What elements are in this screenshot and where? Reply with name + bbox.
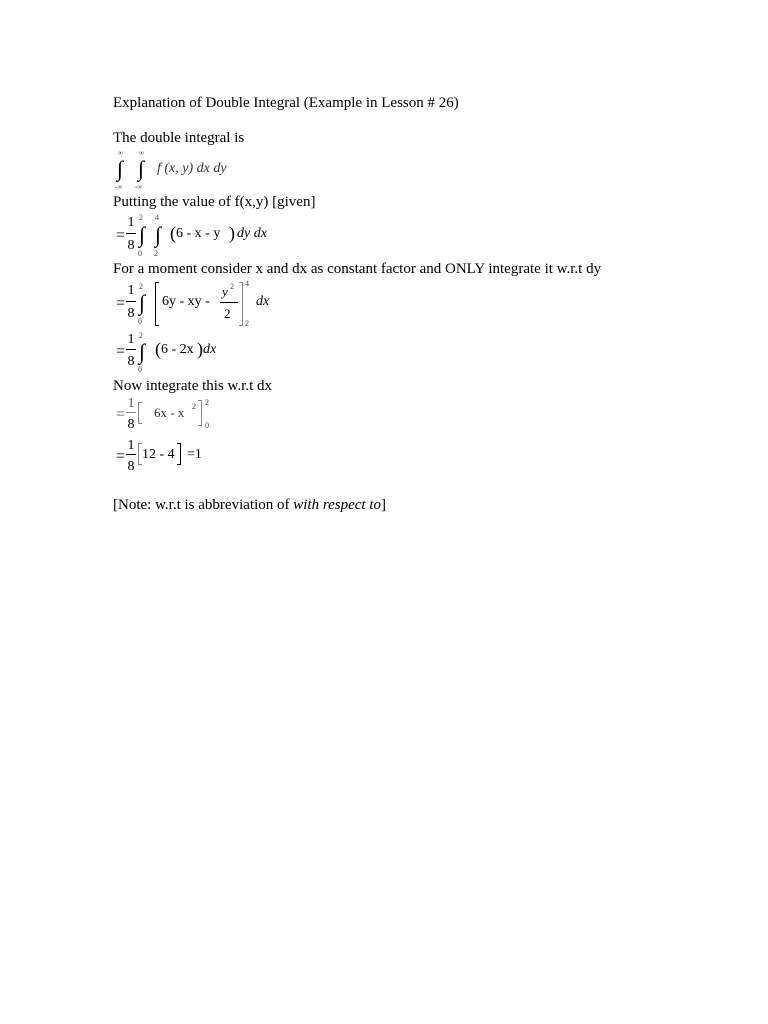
note-prefix: [Note: w.r.t is abbreviation of [113,497,294,513]
fraction-denominator: 8 [127,417,135,432]
differentials: dy dx [237,226,267,241]
differential: dx [203,342,217,357]
equals-sign: = [116,406,126,423]
equals-sign: = [116,343,126,360]
lower-limit-1: 0 [138,249,142,258]
left-bracket [138,402,142,424]
eval-lower-limit: 2 [245,319,249,328]
result: =1 [187,447,202,462]
moment-line: For a moment consider x and dx as constant factor and ONLY integrate it w.r.t dy [113,261,602,277]
lower-limit: 0 [138,317,142,326]
upper-limit: 2 [139,331,143,340]
fraction-denominator: 8 [127,306,135,321]
equals-sign: = [116,227,126,244]
exponent: 2 [192,402,196,411]
integral-sign-1: ∫ [139,222,146,247]
fraction-bar-inner [220,302,238,303]
upper-limit-1: 2 [139,213,143,222]
left-paren: ( [170,223,176,243]
document-title: Explanation of Double Integral (Example in Lesson # 26) [113,95,459,111]
equation-result [113,437,313,477]
equation-double-integral [113,148,313,192]
fraction-bar [126,454,136,455]
right-paren: ) [197,339,203,359]
fraction-bar [126,412,136,413]
differential: dx [256,294,270,309]
fraction-numerator: 1 [127,215,135,230]
fraction-numerator: 1 [127,332,135,347]
right-bracket [198,400,202,426]
expression: 12 - 4 [142,447,175,462]
integral-sign: ∫ [139,339,146,364]
right-bracket [177,443,181,465]
fraction-bar [126,349,136,350]
y-squared-numerator: y [222,284,228,299]
note-emphasis: with respect to [293,497,382,513]
y-squared-denominator: 2 [224,306,231,321]
fraction-denominator: 8 [127,459,135,474]
intro-line: The double integral is [113,130,245,146]
equation-step-4 [113,396,313,436]
integrand: 6y - xy - [162,294,210,309]
eval-upper-limit: 4 [245,279,249,288]
equation-step-3 [113,330,313,376]
fraction-bar [126,301,136,302]
putting-line: Putting the value of f(x,y) [given] [113,194,316,210]
equation-step-1 [113,212,313,260]
equation-step-2 [113,278,313,330]
lower-limit-2: 2 [154,249,158,258]
integral-sign-1: ∫ [117,156,124,181]
fraction-numerator: 1 [127,396,135,411]
note-suffix: ] [381,497,387,513]
lower-limit-1: -∞ [115,183,123,191]
lower-limit-2: -∞ [135,183,143,191]
upper-limit: 2 [139,282,143,291]
right-paren: ) [229,223,235,243]
integrand: 6 - 2x [161,342,194,357]
equals-sign: = [116,448,126,465]
equals-sign: = [116,295,126,312]
eval-lower-limit: 0 [205,421,209,430]
fraction-numerator: 1 [127,438,135,453]
integral-sign-2: ∫ [155,222,162,247]
integral-sign: ∫ [139,290,146,315]
left-bracket [155,282,159,326]
right-bracket [239,282,243,326]
integrand: 6x - x [154,405,185,420]
left-paren: ( [155,339,161,359]
lower-limit: 0 [138,365,142,374]
integral-sign-2: ∫ [138,156,145,181]
upper-limit-1: ∞ [118,149,123,157]
integrand: 6 - x - y [176,226,221,241]
fraction-bar [126,233,136,234]
fraction-denominator: 8 [127,238,135,253]
integrand: f (x, y) dx dy [157,161,227,176]
note-line [113,496,386,514]
now-line: Now integrate this w.r.t dx [113,378,273,394]
upper-limit-2: ∞ [139,149,144,157]
fraction-numerator: 1 [127,283,135,298]
exponent: 2 [230,282,234,291]
fraction-denominator: 8 [127,354,135,369]
eval-upper-limit: 2 [205,398,209,407]
upper-limit-2: 4 [155,213,159,222]
